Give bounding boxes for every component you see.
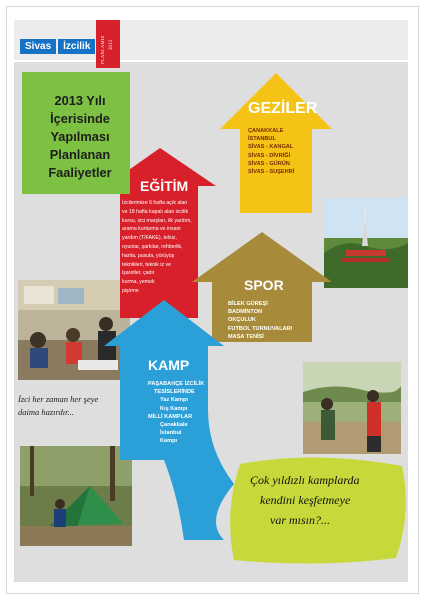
title-line: Faaliyetler — [48, 165, 112, 180]
brand-sivas: Sivas — [20, 39, 56, 54]
list-item: FUTBOL TURNUVALARI — [228, 325, 293, 332]
photo-tower-hill — [324, 198, 408, 288]
list-item: MASA TENİSİ — [228, 333, 264, 340]
page-title — [32, 92, 128, 182]
photo-archery — [303, 362, 401, 454]
text-line: İzcilerimize 6 hafta açık alan — [122, 200, 188, 206]
title-line: 2013 Yılı — [54, 93, 106, 108]
brand-izcilik: İzcilik — [58, 39, 95, 54]
text-line: pişirme — [122, 287, 139, 294]
list-item: İSTANBUL — [248, 136, 276, 143]
text-line: harita, pusula, yürüyüş — [122, 252, 175, 259]
quote-line: kendini keşfetmeye — [260, 493, 351, 507]
text-line: teknikleri, teknik iz ve — [122, 261, 172, 268]
text-line: ve 18 hafta kapalı alan izcilik — [122, 208, 189, 215]
title-line: Planlanan — [49, 147, 111, 162]
brand-logo — [20, 38, 95, 54]
ribbon-year: 2013 — [109, 40, 114, 50]
spor-list — [228, 300, 292, 341]
list-item: SİVAS - DİVRİĞİ — [248, 152, 291, 159]
egitim-text — [122, 199, 192, 296]
ribbon-text: PLANLAMIZ — [100, 35, 105, 64]
list-item: BİLEK GÜREŞİ — [228, 301, 268, 307]
kamp-heading: KAMP — [148, 357, 190, 373]
list-item: BADMİNTON — [228, 309, 263, 316]
list-item: SİVAS - KANGAL — [248, 144, 294, 151]
list-item: Kampı — [160, 438, 178, 445]
title-line: İçerisinde — [50, 111, 110, 126]
geziler-list — [248, 127, 294, 176]
geziler-heading: GEZİLER — [248, 100, 318, 117]
list-item: Çanakkale — [160, 422, 188, 429]
list-item: PAŞABAHÇE İZCİLİK — [148, 381, 205, 387]
quote-line: Çok yıldızlı kamplarda — [250, 473, 360, 487]
list-item: OKÇULUK — [228, 317, 256, 324]
list-item: MİLLİ KAMPLAR — [148, 413, 193, 420]
quote-line: daima hazırdır... — [18, 407, 74, 417]
text-line: kurma, yemek — [122, 279, 155, 286]
text-line: oyunlar, şarkılar, rehberlik, — [122, 243, 183, 250]
egitim-heading: EĞİTİM — [140, 178, 189, 194]
list-item: SİVAS - GÜRÜN — [248, 160, 290, 167]
title-line: Yapılması — [50, 129, 110, 144]
quote-line: var mısın?... — [270, 513, 330, 527]
kamp-list — [148, 380, 204, 446]
quote-right — [250, 470, 400, 530]
list-item: Kış Kampı — [160, 405, 188, 412]
year-ribbon — [96, 20, 120, 68]
list-item: TESİSLERİNDE — [154, 389, 195, 396]
list-item: SİVAS - SUŞEHRİ — [248, 169, 295, 176]
quote-line: İzci her zaman her şeye — [18, 394, 99, 404]
list-item: ÇANAKKALE — [248, 128, 284, 134]
text-line: yardım (TİFAKE), telsiz, — [122, 235, 177, 242]
text-line: kursu, izci marşları, ilk yardım, — [122, 217, 192, 224]
quote-left — [18, 393, 108, 419]
text-line: arama kurtarma ve insani — [122, 226, 181, 233]
spor-heading: SPOR — [244, 277, 284, 293]
text-line: işaretler, çadır — [122, 270, 155, 277]
list-item: Yaz Kampı — [160, 397, 188, 404]
list-item: İstanbul — [160, 430, 182, 437]
